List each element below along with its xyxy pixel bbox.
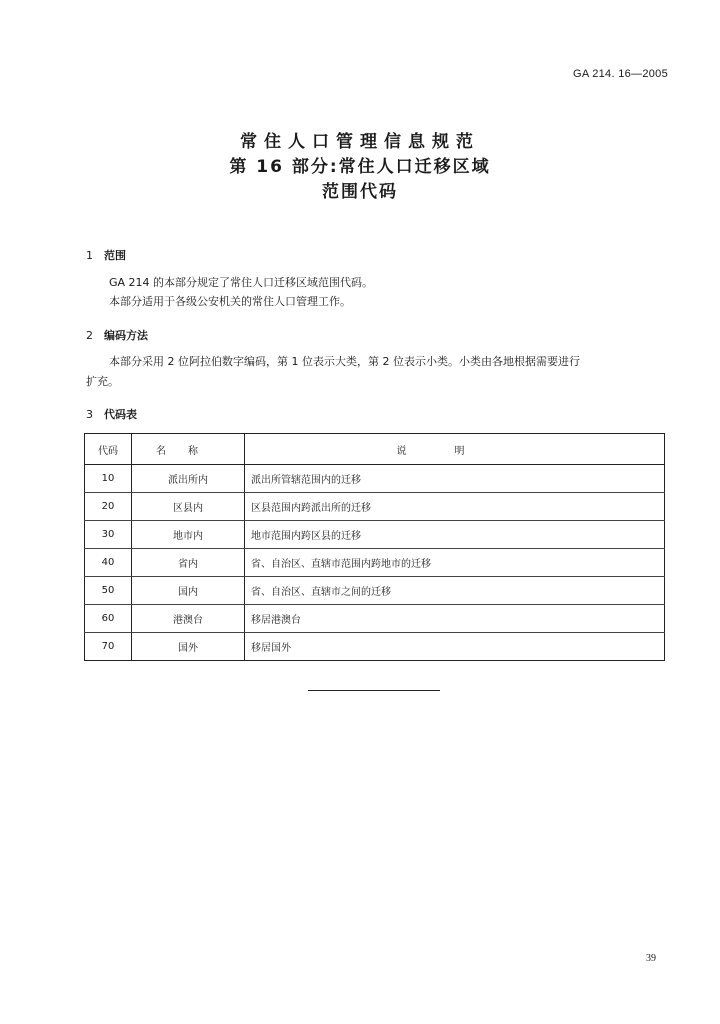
row-description: 省、自治区、直辖市之间的迁移: [245, 577, 665, 605]
row-name: 派出所内: [132, 465, 245, 493]
section-1-paragraph-1: GA 214 的本部分规定了常住人口迁移区域范围代码。: [109, 276, 374, 289]
section-2-paragraph-2: 扩充。: [86, 375, 119, 388]
header-code: 代码: [85, 434, 132, 465]
code-table: [84, 433, 665, 661]
row-description: 区县范围内跨派出所的迁移: [245, 493, 665, 521]
table-row: [85, 493, 665, 521]
table-row: [85, 577, 665, 605]
standard-number: GA 214. 16—2005: [572, 68, 668, 80]
section-2-heading: [86, 327, 148, 343]
section-3-title: 代码表: [104, 408, 137, 421]
header-description: 说明: [245, 434, 665, 465]
title-line-3: 范围代码: [322, 182, 398, 202]
row-name: 省内: [132, 549, 245, 577]
end-rule-divider: [308, 690, 440, 691]
section-1-title: 范围: [104, 249, 126, 262]
row-code: 60: [85, 605, 132, 633]
table-row: [85, 633, 665, 661]
row-code: 70: [85, 633, 132, 661]
row-description: 地市范围内跨区县的迁移: [245, 521, 665, 549]
row-name: 区县内: [132, 493, 245, 521]
row-description: 移居港澳台: [245, 605, 665, 633]
section-1-paragraph-2: 本部分适用于各级公安机关的常住人口管理工作。: [109, 295, 351, 308]
row-code: 20: [85, 493, 132, 521]
row-description: 派出所管辖范围内的迁移: [245, 465, 665, 493]
title-line-1: 常住人口管理信息规范: [240, 132, 480, 152]
row-code: 40: [85, 549, 132, 577]
section-2-number: 2: [86, 329, 93, 342]
row-name: 国外: [132, 633, 245, 661]
row-description: 省、自治区、直辖市范围内跨地市的迁移: [245, 549, 665, 577]
table-row: [85, 521, 665, 549]
row-code: 30: [85, 521, 132, 549]
title-line-2: 第 16 部分:常住人口迁移区域: [229, 157, 491, 177]
row-name: 地市内: [132, 521, 245, 549]
table-row: [85, 549, 665, 577]
row-description: 移居国外: [245, 633, 665, 661]
row-name: 港澳台: [132, 605, 245, 633]
page-number: 39: [646, 953, 656, 964]
section-2-title: 编码方法: [104, 329, 148, 342]
section-1-heading: [86, 247, 126, 263]
section-3-number: 3: [86, 408, 93, 421]
section-3-heading: [86, 406, 137, 422]
section-2-paragraph-1: 本部分采用 2 位阿拉伯数字编码，第 1 位表示大类，第 2 位表示小类。小类由各地根据需要进行: [109, 355, 580, 368]
row-code: 50: [85, 577, 132, 605]
header-name: 名称: [132, 434, 245, 465]
document-title: [0, 130, 720, 205]
table-header-row: [85, 434, 665, 465]
row-code: 10: [85, 465, 132, 493]
row-name: 国内: [132, 577, 245, 605]
section-1-number: 1: [86, 249, 93, 262]
table-row: [85, 605, 665, 633]
table-row: [85, 465, 665, 493]
